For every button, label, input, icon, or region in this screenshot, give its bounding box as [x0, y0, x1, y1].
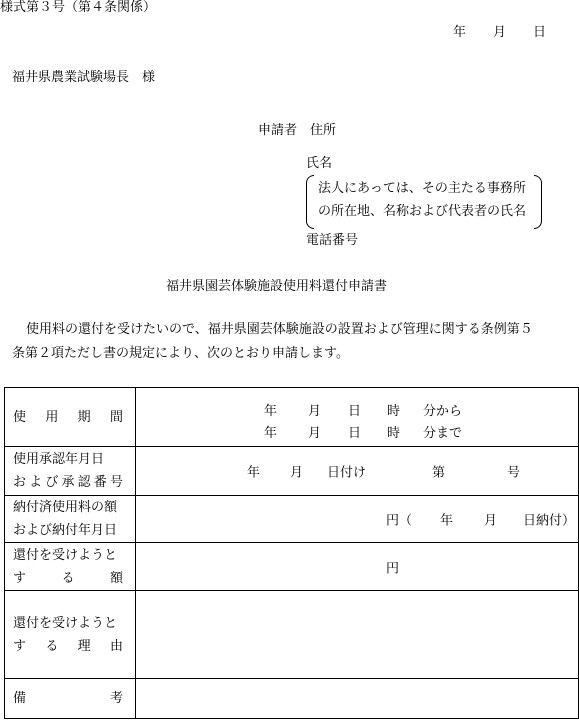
row-paid-fee: [5, 496, 579, 543]
addressee: 福井県農業試験場長 様: [12, 70, 156, 85]
row-remarks: [5, 679, 579, 719]
corporate-note-line-2: の所在地、名称および代表者の氏名: [318, 204, 527, 219]
date-line: [453, 25, 546, 41]
application-form-table: [4, 387, 579, 719]
value-refund-amount[interactable]: 円: [135, 543, 578, 591]
bracket-left: [306, 175, 314, 229]
label-usage-period: 使 用 期 間: [5, 388, 136, 447]
applicant-phone-label: 電話番号: [306, 233, 359, 248]
form-number-label: 様式第３号（第４条関係）: [0, 0, 157, 15]
date-day: 日: [533, 25, 547, 40]
value-remarks[interactable]: [135, 679, 578, 719]
label-refund-amount: 還付を受けようと す る 額: [5, 543, 136, 591]
row-usage-period: [5, 388, 579, 447]
date-year: 年: [453, 25, 467, 40]
row-refund-amount: [5, 543, 579, 591]
corporate-note-bracket: [306, 175, 542, 229]
row-refund-reason: [5, 591, 579, 679]
corporate-note-line-1: 法人にあっては、その主たる事務所: [318, 181, 526, 196]
applicant-name-label: 氏名: [306, 156, 333, 171]
value-paid-fee[interactable]: 円（ 年 月 日納付）: [135, 496, 578, 543]
applicant-address-label: 申請者 住所: [258, 123, 337, 138]
date-month: 月: [493, 25, 507, 40]
label-remarks: 備 考: [5, 679, 136, 719]
body-text-line-2: 条第２項ただし書の規定により、次のとおり申請します。: [12, 346, 349, 361]
label-paid-fee: 納付済使用料の額 および納付年月日: [5, 496, 136, 543]
value-refund-reason[interactable]: [135, 591, 578, 679]
label-approval-date-number: 使用承認年月日 お よ び 承 認 番 号: [5, 447, 136, 496]
body-text-line-1: 使用料の還付を受けたいので、福井県園芸体験施設の設置および管理に関する条例第５: [26, 322, 533, 337]
row-approval-date-number: [5, 447, 579, 496]
label-refund-reason: 還付を受けようと す る 理 由: [5, 591, 136, 679]
value-usage-period[interactable]: 年 月 日 時 分から 年 月 日 時 分まで: [135, 388, 578, 447]
bracket-right: [534, 175, 542, 229]
value-approval-date-number[interactable]: 年 月 日付け 第 号: [135, 447, 578, 496]
document-title: 福井県園芸体験施設使用料還付申請書: [166, 279, 388, 294]
